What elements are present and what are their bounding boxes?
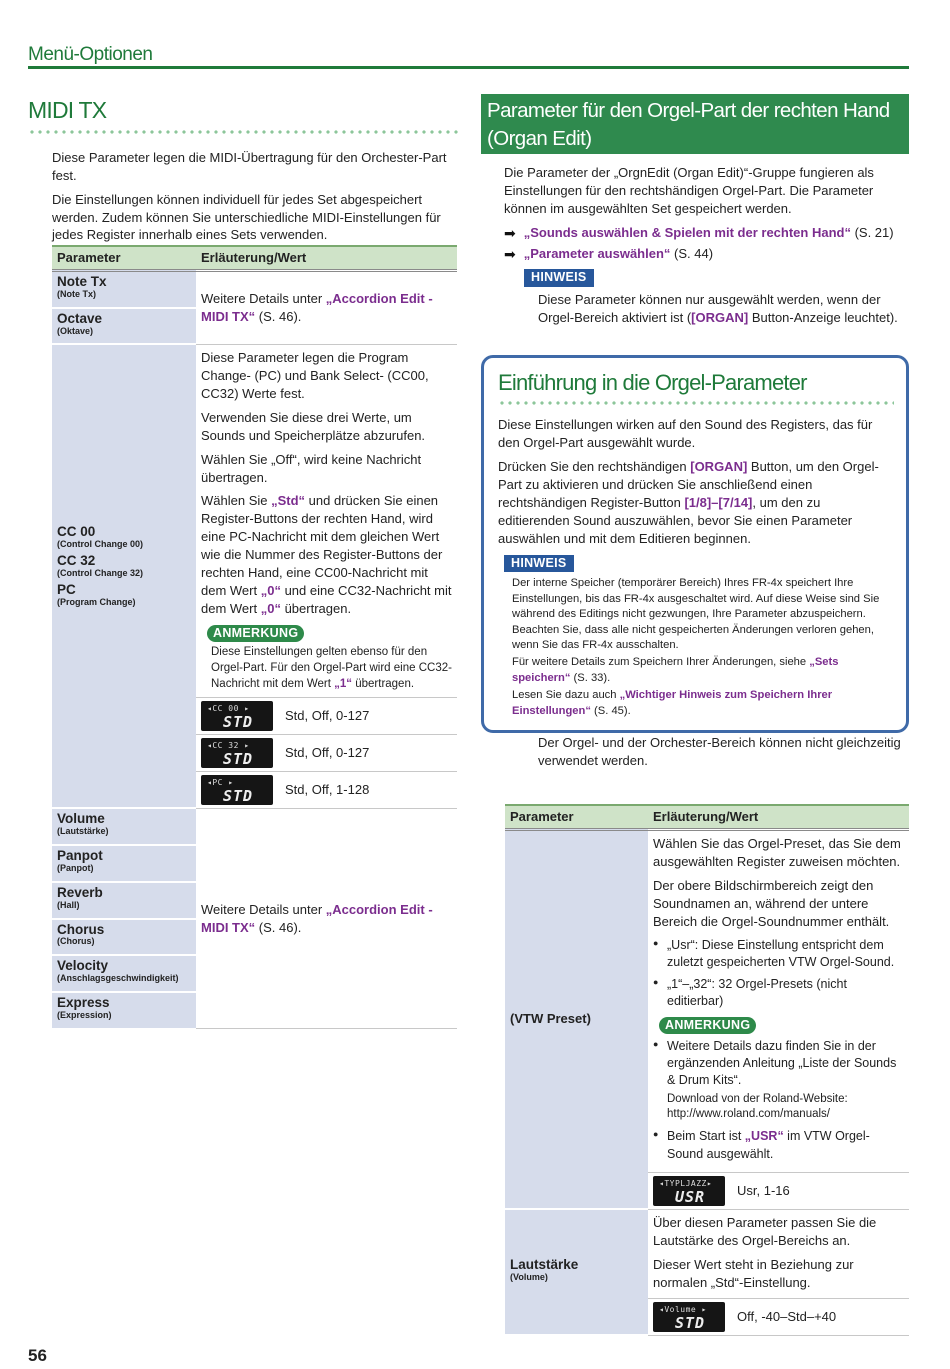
cc-desc-1: Diese Parameter legen die Program Change- (PC) und Bank Select- (CC00, CC32) Werte fest. <box>201 349 429 401</box>
midi-tx-intro-2: Die Einstellungen können individuell für jedes Set abgespeichert werden. Zudem können Sie unterschiedliche MIDI-Einstellungen für jedes Register innerhalb eines Sets verwenden. <box>52 191 441 243</box>
note-2: Für weitere Details zum Speichern Ihrer Änderungen, siehe „Sets speichern“ (S. 33). <box>512 656 839 684</box>
lcd-value: Std, Off, 0-127 <box>285 707 370 723</box>
midi-tx-intro-1: Diese Parameter legen die MIDI-Übertragung für den Orchester-Part fest. <box>52 149 447 183</box>
param-express: Express (Expression) <box>52 992 196 1029</box>
param-name: Note Tx <box>57 273 107 289</box>
page-header-title: Menü-Optionen <box>28 44 153 65</box>
lcd-value: Usr, 1-16 <box>737 1182 790 1198</box>
lcd-display-icon: ◂Volume ▸ STD <box>653 1302 725 1332</box>
anmerkung-badge: ANMERKUNG <box>207 625 304 642</box>
cc-desc-2: Verwenden Sie diese drei Werte, um Sounds und Speicherplätze abzurufen. <box>201 409 426 443</box>
cc-note: Diese Einstellungen gelten ebenso für den Orgel-Part. Für den Orgel-Part wird eine CC32-Nachricht mit dem Wert „1“ übertragen. <box>211 646 452 690</box>
intro-box-notes <box>498 576 892 719</box>
organ-edit-title-1: Parameter für den Orgel-Part der rechten Hand <box>487 99 890 122</box>
lcd-row-cc00 <box>196 697 457 734</box>
midi-tx-title: MIDI TX <box>28 97 107 123</box>
cc-desc-3: Wählen Sie „Off“, wird keine Nachricht übertragen. <box>201 451 422 485</box>
lcd-row-pc <box>196 771 457 808</box>
intro-box-title: Einführung in die Orgel-Parameter <box>498 370 807 395</box>
vtw-bullets <box>653 937 904 1011</box>
link-accordion-edit-2[interactable]: „Accordion Edit - MIDI TX“ <box>201 901 433 935</box>
organ-edit-title-box <box>481 94 909 154</box>
param-velocity: Velocity (Anschlagsgeschwindigkeit) <box>52 955 196 992</box>
arrow-right-icon: ➡ <box>504 246 516 263</box>
param-name-cc32: CC 32 <box>57 553 96 569</box>
hinweis-badge: HINWEIS <box>504 555 574 572</box>
dotted-rule <box>498 400 894 406</box>
col-header-desc: Erläuterung/Wert <box>648 805 909 829</box>
bullet-item: ● „Usr“: Diese Einstellung entspricht dem zuletzt gespeicherten VTW Orgel-Sound. <box>653 937 904 972</box>
organ-edit-title-2: (Organ Edit) <box>487 127 592 151</box>
intro-box-p1: Diese Einstellungen wirken auf den Sound des Registers, das für den Orgel-Part ausgewählt wurde. <box>498 417 873 451</box>
organ-edit-intro <box>504 164 906 327</box>
organ-edit-intro-text: Die Parameter der „OrgnEdit (Organ Edit)“-Gruppe fungieren als Einstellungen für den rechtshändigen Orgel-Part. Die Parameter können im ausgewählten Set gespeichert werden. <box>504 165 874 216</box>
midi-tx-section <box>28 95 458 250</box>
col-header-param: Parameter <box>505 805 648 829</box>
param-sub: (Note Tx) <box>57 288 96 299</box>
hinweis-badge: HINWEIS <box>524 269 594 286</box>
lcd-row-volume <box>648 1298 909 1335</box>
param-cc-group <box>52 344 196 808</box>
param-lautstaerke: Lautstärke (Volume) <box>505 1209 648 1335</box>
lcd-value: Off, -40–Std–+40 <box>737 1308 837 1324</box>
param-volume: Volume (Lautstärke) <box>52 808 196 845</box>
param-reverb: Reverb (Hall) <box>52 882 196 919</box>
param-sub-pc: (Program Change) <box>57 596 136 607</box>
vol-desc-2: Dieser Wert steht in Beziehung zur normalen „Std“-Einstellung. <box>653 1256 854 1290</box>
anmerkung-badge: ANMERKUNG <box>659 1017 756 1034</box>
arrow-right-icon: ➡ <box>504 224 516 241</box>
organ-table-wrap <box>505 804 909 1336</box>
lcd-display-icon: ◂TYPLJAZZ▸ USR <box>653 1176 725 1206</box>
desc-cc <box>196 344 457 697</box>
lcd-display-icon: ◂CC 32 ▸ STD <box>201 738 273 768</box>
lcd-display-icon: ◂PC ▸ STD <box>201 775 273 805</box>
vtw-desc-2: Der obere Bildschirmbereich zeigt den Soundnamen an, während der untere Bereich die Orgel-Soundnummer enthält. <box>653 877 890 929</box>
col-header-param: Parameter <box>52 246 196 270</box>
page-number: 56 <box>28 1346 47 1365</box>
lcd-value: Std, Off, 0-127 <box>285 744 370 760</box>
param-name-pc: PC <box>57 581 76 597</box>
col-header-desc: Erläuterung/Wert <box>196 246 457 270</box>
desc-volume-express: Weitere Details unter „Accordion Edit - MIDI TX“ (S. 46). <box>196 808 457 1028</box>
note-3: Lesen Sie dazu auch „Wichtiger Hinweis zum Speichern Ihrer Einstellungen“ (S. 45). <box>512 689 833 717</box>
hinweis-text: Diese Parameter können nur ausgewählt werden, wenn der Orgel-Bereich aktiviert ist ([ORGAN] Button-Anzeige leuchtet). <box>538 291 898 325</box>
lcd-row-vtw <box>648 1172 909 1209</box>
param-note-tx <box>52 270 196 307</box>
param-octave <box>52 308 196 345</box>
desc-note-octave: Weitere Details unter „Accordion Edit - MIDI TX“ (S. 46). <box>196 270 457 344</box>
intro-box-p2: Drücken Sie den rechtshändigen [ORGAN] Button, um den Orgel-Part zu aktivieren und drücken Sie anschließend einen rechtshändigen Register-Button [1/8]–[7/14], um den zu editierenden Sound auszuwählen, bevor Sie einen Parameter auswählen und mit dem Editieren beginnen. <box>498 459 879 546</box>
ref-link-1[interactable]: ➡ „Sounds auswählen & Spielen mit der rechten Hand“ (S. 21) <box>504 224 906 243</box>
vtw-notes <box>653 1038 904 1163</box>
dotted-rule <box>28 129 458 135</box>
lcd-row-cc32 <box>196 734 457 771</box>
lcd-display-icon: ◂CC 00 ▸ STD <box>201 701 273 731</box>
bullet-item: ● Beim Start ist „USR“ im VTW Orgel-Sound ausgewählt. <box>653 1128 904 1163</box>
note-1: Der interne Speicher (temporärer Bereich) Ihres FR-4x speichert Ihre Einstellungen, bis das FR-4x ausgeschaltet wird. Auf diese Weise sind Sie während des Editings nicht gezwungen, Ihre Parameter abzuspeichern. Beachten Sie, dass alle nicht gespeicherten Änderungen verloren gehen, wenn Sie das FR-4x ausschalten. <box>512 577 880 651</box>
param-panpot: Panpot (Panpot) <box>52 845 196 882</box>
desc-volume <box>648 1209 909 1298</box>
link-accordion-edit[interactable]: „Accordion Edit - MIDI TX“ <box>201 290 433 324</box>
param-sub-cc00: (Control Change 00) <box>57 539 144 550</box>
after-box-text: Der Orgel- und der Orchester-Bereich können nicht gleichzeitig verwendet werden. <box>538 735 901 768</box>
param-name-cc00: CC 00 <box>57 524 96 540</box>
param-name: Octave <box>57 310 103 326</box>
vol-desc-1: Über diesen Parameter passen Sie die Lautstärke des Orgel-Bereichs an. <box>653 1214 877 1248</box>
param-vtw-preset: (VTW Preset) <box>505 829 648 1209</box>
midi-tx-table-wrap <box>52 245 457 1030</box>
midi-tx-table <box>52 245 457 1030</box>
bullet-item: ● „1“–„32“: 32 Orgel-Presets (nicht editierbar) <box>653 976 904 1011</box>
param-chorus: Chorus (Chorus) <box>52 919 196 956</box>
lcd-value: Std, Off, 1-128 <box>285 781 370 797</box>
header-rule <box>28 66 909 69</box>
bullet-item: ● Weitere Details dazu finden Sie in der ergänzenden Anleitung „Liste der Sounds & Drum Kits“. Download von der Roland-Website: http://www.roland.com/manuals/ <box>653 1038 904 1123</box>
vtw-desc-1: Wählen Sie das Orgel-Preset, das Sie dem ausgewählten Register zuweisen möchten. <box>653 835 901 869</box>
param-sub-cc32: (Control Change 32) <box>57 567 144 578</box>
organ-table <box>505 804 909 1336</box>
intro-box <box>481 355 909 733</box>
param-sub: (Oktave) <box>57 325 94 336</box>
ref-link-2[interactable]: ➡ „Parameter auswählen“ (S. 44) <box>504 245 906 264</box>
cc-desc-4: Wählen Sie „Std“ und drücken Sie einen Register-Buttons der rechten Hand, wird eine PC-Nachricht mit dem gleichen Wert wie die Nummer des Register-Buttons der rechten Hand, eine CC00-Nachricht mit dem Wert „0“ und eine CC32-Nachricht mit dem Wert „0“ übertragen. <box>201 493 452 617</box>
desc-vtw <box>648 829 909 1172</box>
